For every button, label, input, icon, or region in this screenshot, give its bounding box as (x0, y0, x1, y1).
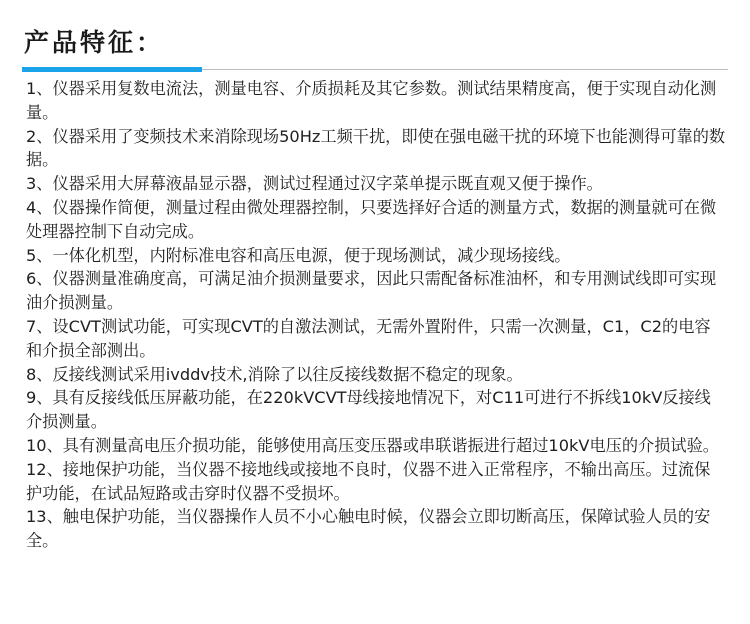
feature-item: 12、接地保护功能，当仪器不接地线或接地不良时，仪器不进入正常程序，不输出高压。过流保护功能，在试品短路或击穿时仪器不受损坏。 (26, 459, 711, 503)
page-title: 产品特征： (24, 28, 165, 57)
feature-item: 13、触电保护功能，当仪器操作人员不小心触电时候，仪器会立即切断高压，保障试验人员的安全。 (26, 507, 711, 551)
feature-item: 5、一体化机型，内附标准电容和高压电源，便于现场测试，减少现场接线。 (26, 245, 571, 265)
title-accent-bar (22, 67, 202, 72)
feature-item: 4、仪器操作简便，测量过程由微处理器控制，只要选择好合适的测量方式，数据的测量就可在微处理器控制下自动完成。 (26, 197, 717, 241)
feature-item: 6、仪器测量准确度高，可满足油介损测量要求，因此只需配备标准油杯，和专用测试线即可实现油介损测量。 (26, 269, 717, 313)
feature-item: 10、具有测量高电压介损功能，能够使用高压变压器或串联谐振进行超过10kV电压的介损试验。 (26, 435, 719, 455)
feature-item: 7、设CVT测试功能，可实现CVT的自激法测试，无需外置附件，只需一次测量，C1，C2的电容和介损全部测出。 (26, 316, 711, 360)
feature-item: 9、具有反接线低压屏蔽功能，在220kVCVT母线接地情况下，对C11可进行不拆线10kV反接线介损测量。 (26, 388, 711, 432)
feature-list (26, 77, 726, 553)
feature-item: 2、仪器采用了变频技术来消除现场50Hz工频干扰，即使在强电磁干扰的环境下也能测得可靠的数据。 (26, 126, 726, 170)
feature-item: 1、仪器采用复数电流法，测量电容、介质损耗及其它参数。测试结果精度高，便于实现自动化测量。 (26, 79, 717, 122)
title-divider (22, 67, 728, 72)
feature-item: 3、仪器采用大屏幕液晶显示器，测试过程通过汉字菜单提示既直观又便于操作。 (26, 174, 603, 194)
title-underline (202, 69, 728, 70)
feature-item: 8、反接线测试采用ivddv技术,消除了以往反接线数据不稳定的现象。 (26, 364, 523, 384)
